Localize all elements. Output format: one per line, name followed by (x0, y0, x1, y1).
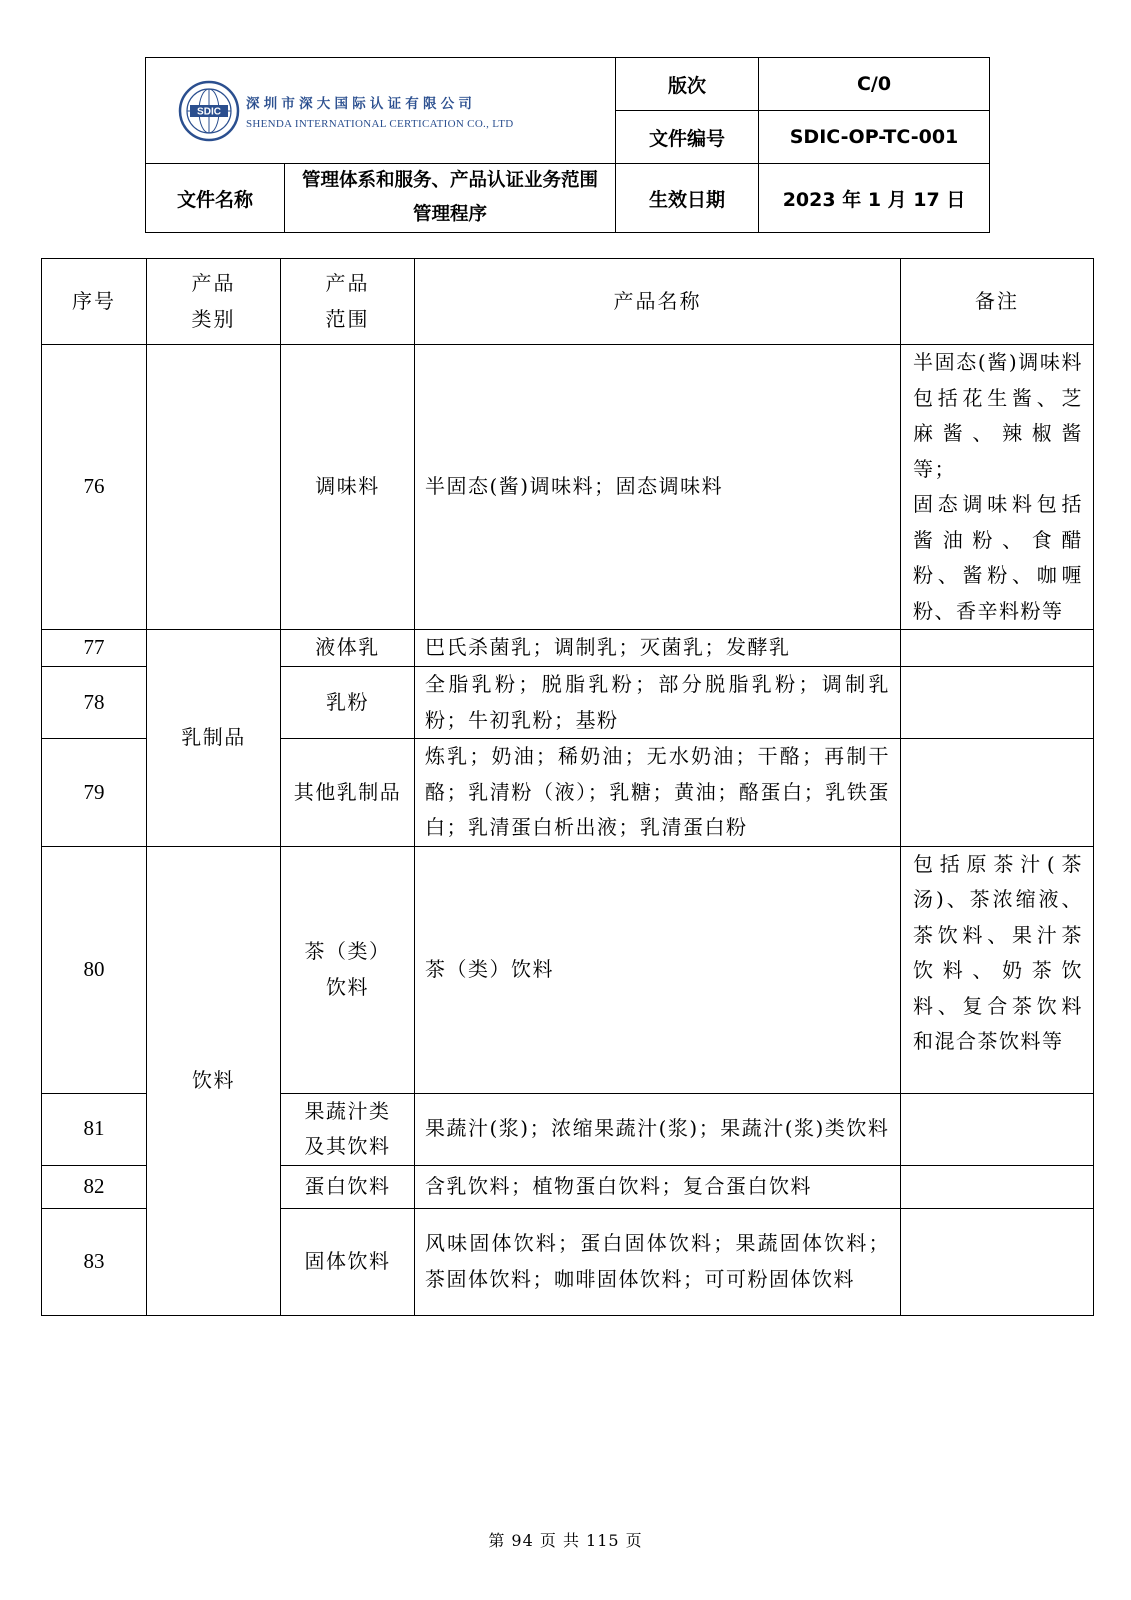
page-number: 第 94 页 共 115 页 (488, 1531, 643, 1550)
row-product-name: 炼乳；奶油；稀奶油；无水奶油；干酪；再制干酪；乳清粉（液）；乳糖；黄油；酪蛋白；乳铁蛋白；乳清蛋白析出液；乳清蛋白粉 (415, 739, 901, 847)
row-seq: 76 (42, 345, 147, 630)
effective-label: 生效日期 (616, 164, 759, 233)
row-seq: 82 (42, 1165, 147, 1208)
table-row (42, 630, 1094, 667)
row-seq: 79 (42, 739, 147, 847)
company-name-en: SHENDA INTERNATIONAL CERTICATION CO., LTD (246, 117, 514, 130)
docno-value: SDIC-OP-TC-001 (759, 111, 990, 164)
row-category: 饮料 (147, 846, 281, 1315)
row-product-name: 半固态(酱)调味料；固态调味料 (415, 345, 901, 630)
row-seq: 80 (42, 846, 147, 1093)
table-header-row (42, 259, 1094, 345)
row-note (901, 1208, 1094, 1315)
column-header: 产品范围 (281, 259, 415, 345)
row-seq: 78 (42, 667, 147, 739)
docname-value: 管理体系和服务、产品认证业务范围管理程序 (285, 164, 616, 233)
effective-value: 2023 年 1 月 17 日 (759, 164, 990, 233)
row-product-name: 含乳饮料；植物蛋白饮料；复合蛋白饮料 (415, 1165, 901, 1208)
version-label: 版次 (616, 58, 759, 111)
row-scope: 蛋白饮料 (281, 1165, 415, 1208)
version-value: C/0 (759, 58, 990, 111)
row-product-name: 茶（类）饮料 (415, 846, 901, 1093)
row-note: 半固态(酱)调味料包括花生酱、芝麻酱、辣椒酱等； 固态调味料包括酱油粉、食醋粉、酱粉、咖喱粉、香辛料粉等 (901, 345, 1094, 630)
row-seq: 83 (42, 1208, 147, 1315)
row-note (901, 739, 1094, 847)
table-row (42, 345, 1094, 630)
row-note (901, 1165, 1094, 1208)
logo-text: SDIC (197, 106, 221, 117)
row-note: 包括原茶汁(茶汤)、茶浓缩液、茶饮料、果汁茶饮料、奶茶饮料、复合茶饮料和混合茶饮料等 (901, 846, 1094, 1093)
row-scope: 其他乳制品 (281, 739, 415, 847)
row-category (147, 345, 281, 630)
company-name-cn: 深圳市深大国际认证有限公司 (246, 95, 477, 112)
column-header: 产品类别 (147, 259, 281, 345)
row-scope: 固体饮料 (281, 1208, 415, 1315)
company-logo-icon (178, 80, 240, 142)
column-header: 备注 (901, 259, 1094, 345)
docno-label: 文件编号 (616, 111, 759, 164)
row-scope: 乳粉 (281, 667, 415, 739)
row-seq: 77 (42, 630, 147, 667)
row-product-name: 全脂乳粉；脱脂乳粉；部分脱脂乳粉；调制乳粉；牛初乳粉；基粉 (415, 667, 901, 739)
docname-label: 文件名称 (146, 164, 285, 233)
row-product-name: 风味固体饮料；蛋白固体饮料；果蔬固体饮料；茶固体饮料；咖啡固体饮料；可可粉固体饮料 (415, 1208, 901, 1315)
column-header: 序号 (42, 259, 147, 345)
row-product-name: 巴氏杀菌乳；调制乳；灭菌乳；发酵乳 (415, 630, 901, 667)
row-note (901, 667, 1094, 739)
row-note (901, 630, 1094, 667)
document-header (145, 57, 990, 233)
row-category: 乳制品 (147, 630, 281, 847)
company-logo-cell (146, 58, 616, 164)
row-scope: 茶（类）饮料 (281, 846, 415, 1093)
row-seq: 81 (42, 1093, 147, 1165)
row-scope: 调味料 (281, 345, 415, 630)
product-scope-table (41, 258, 1094, 1316)
table-row (42, 846, 1094, 1093)
row-scope: 果蔬汁类及其饮料 (281, 1093, 415, 1165)
row-scope: 液体乳 (281, 630, 415, 667)
row-product-name: 果蔬汁(浆)；浓缩果蔬汁(浆)；果蔬汁(浆)类饮料 (415, 1093, 901, 1165)
row-note (901, 1093, 1094, 1165)
column-header: 产品名称 (415, 259, 901, 345)
